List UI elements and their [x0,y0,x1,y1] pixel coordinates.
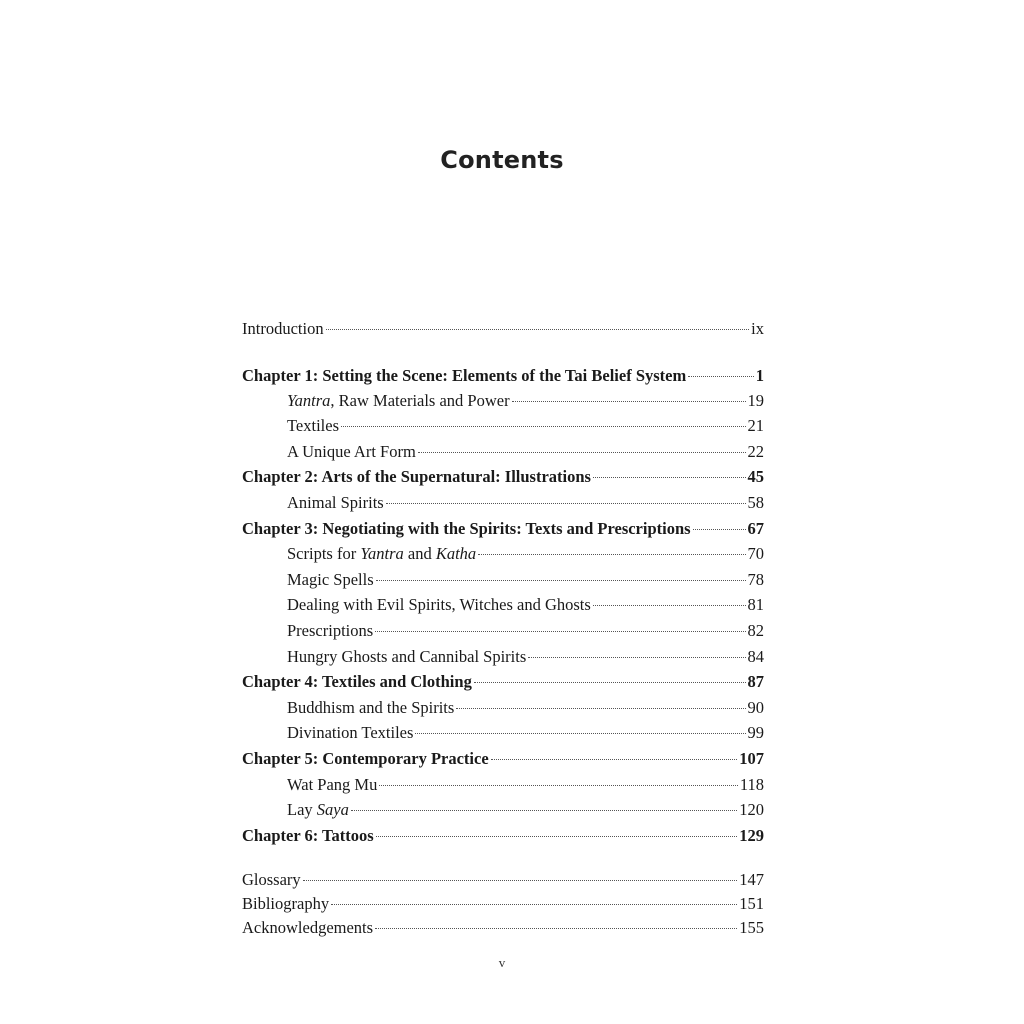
toc-entry-scripts-yantra-katha[interactable] [242,543,764,565]
entry-page: ix [751,319,764,338]
page-title: Contents [440,146,564,174]
dot-leader [593,477,746,478]
toc-entry-chapter-2[interactable] [242,466,764,488]
entry-label-italic: Yantra [360,544,404,563]
entry-page: 58 [747,493,764,512]
dot-leader [415,733,745,734]
dot-leader [379,785,738,786]
entry-page: 151 [739,894,764,913]
entry-label: Buddhism and the Spirits [287,698,455,717]
entry-label: Divination Textiles [287,723,414,742]
entry-label-pre: Scripts for [287,544,361,563]
dot-leader [303,880,738,881]
toc-entry-chapter-3[interactable] [242,518,764,540]
toc-entry-wat-pang-mu[interactable] [242,774,764,796]
entry-page: 82 [747,621,764,640]
entry-label: Prescriptions [287,621,374,640]
entry-label: A Unique Art Form [287,442,416,461]
entry-label: Chapter 6: Tattoos [242,826,374,845]
entry-page: 90 [747,698,764,717]
entry-label: Chapter 1: Setting the Scene: Elements of the Tai Belief System [242,366,687,385]
entry-page: 67 [747,519,764,538]
dot-leader [474,682,746,683]
toc-entry-chapter-1[interactable] [242,365,764,387]
dot-leader [326,329,750,330]
entry-page: 70 [747,544,764,563]
entry-label: Magic Spells [287,570,374,589]
entry-label [287,543,476,565]
dot-leader [376,836,738,837]
toc-entry-bibliography[interactable] [242,893,764,915]
entry-label: Chapter 3: Negotiating with the Spirits: Texts and Prescriptions [242,519,691,538]
entry-label: Bibliography [242,894,330,913]
entry-page: 107 [739,749,764,768]
entry-label: Textiles [287,416,339,435]
entry-page: 99 [747,723,764,742]
dot-leader [351,810,737,811]
dot-leader [478,554,745,555]
toc-entry-chapter-5[interactable] [242,748,764,770]
dot-leader [688,376,754,377]
toc-entry-divination-textiles[interactable] [242,722,764,744]
toc-entry-unique-art-form[interactable] [242,441,764,463]
toc-entry-buddhism-spirits[interactable] [242,697,764,719]
entry-label: Chapter 5: Contemporary Practice [242,749,489,768]
toc-entry-glossary[interactable] [242,869,764,891]
dot-leader [331,904,737,905]
entry-label-italic-2: Katha [435,544,477,563]
entry-page: 155 [739,918,764,937]
entry-page: 1 [755,366,764,385]
toc-entry-animal-spirits[interactable] [242,492,764,514]
entry-page: 21 [747,416,764,435]
dot-leader [491,759,738,760]
entry-label-mid: and [403,544,436,563]
entry-label-italic: Yantra [287,391,331,410]
toc-entry-introduction[interactable] [242,318,764,340]
toc-entry-acknowledgements[interactable] [242,917,764,939]
entry-page: 78 [747,570,764,589]
entry-label: Chapter 4: Textiles and Clothing [242,672,472,691]
entry-label [287,390,510,412]
entry-label: Chapter 2: Arts of the Supernatural: Illustrations [242,467,591,486]
toc-entry-prescriptions[interactable] [242,620,764,642]
toc-entry-magic-spells[interactable] [242,569,764,591]
entry-page: 120 [739,800,764,819]
toc-entry-evil-spirits[interactable] [242,594,764,616]
entry-page: 118 [739,775,764,794]
entry-label: Introduction [242,319,324,338]
entry-page: 19 [747,391,764,410]
entry-label: Glossary [242,870,301,889]
entry-label: Acknowledgements [242,918,374,937]
dot-leader [418,452,746,453]
entry-label: Dealing with Evil Spirits, Witches and Ghosts [287,595,591,614]
dot-leader [375,631,745,632]
entry-label-pre: Lay [287,800,317,819]
toc-entry-hungry-ghosts[interactable] [242,646,764,668]
toc-entry-lay-saya[interactable] [242,799,764,821]
toc-entry-chapter-4[interactable] [242,671,764,693]
entry-page: 22 [747,442,764,461]
dot-leader [593,605,746,606]
entry-label: Animal Spirits [287,493,384,512]
dot-leader [528,657,745,658]
entry-page: 87 [747,672,764,691]
page-number: v [498,955,506,970]
entry-label: Hungry Ghosts and Cannibal Spirits [287,647,527,666]
entry-label: Wat Pang Mu [287,775,378,794]
dot-leader [512,401,746,402]
entry-label [287,799,349,821]
dot-leader [693,529,746,530]
entry-page: 129 [739,826,764,845]
dot-leader [375,928,737,929]
entry-page: 84 [747,647,764,666]
dot-leader [341,426,746,427]
toc-entry-textiles[interactable] [242,415,764,437]
entry-page: 81 [747,595,764,614]
entry-label-rest: , Raw Materials and Power [330,391,510,410]
toc-entry-yantra-raw-materials[interactable] [242,390,764,412]
dot-leader [456,708,745,709]
entry-label-italic: Saya [316,800,349,819]
toc-entry-chapter-6[interactable] [242,825,764,847]
dot-leader [376,580,746,581]
entry-page: 147 [739,870,764,889]
dot-leader [386,503,746,504]
entry-page: 45 [747,467,764,486]
